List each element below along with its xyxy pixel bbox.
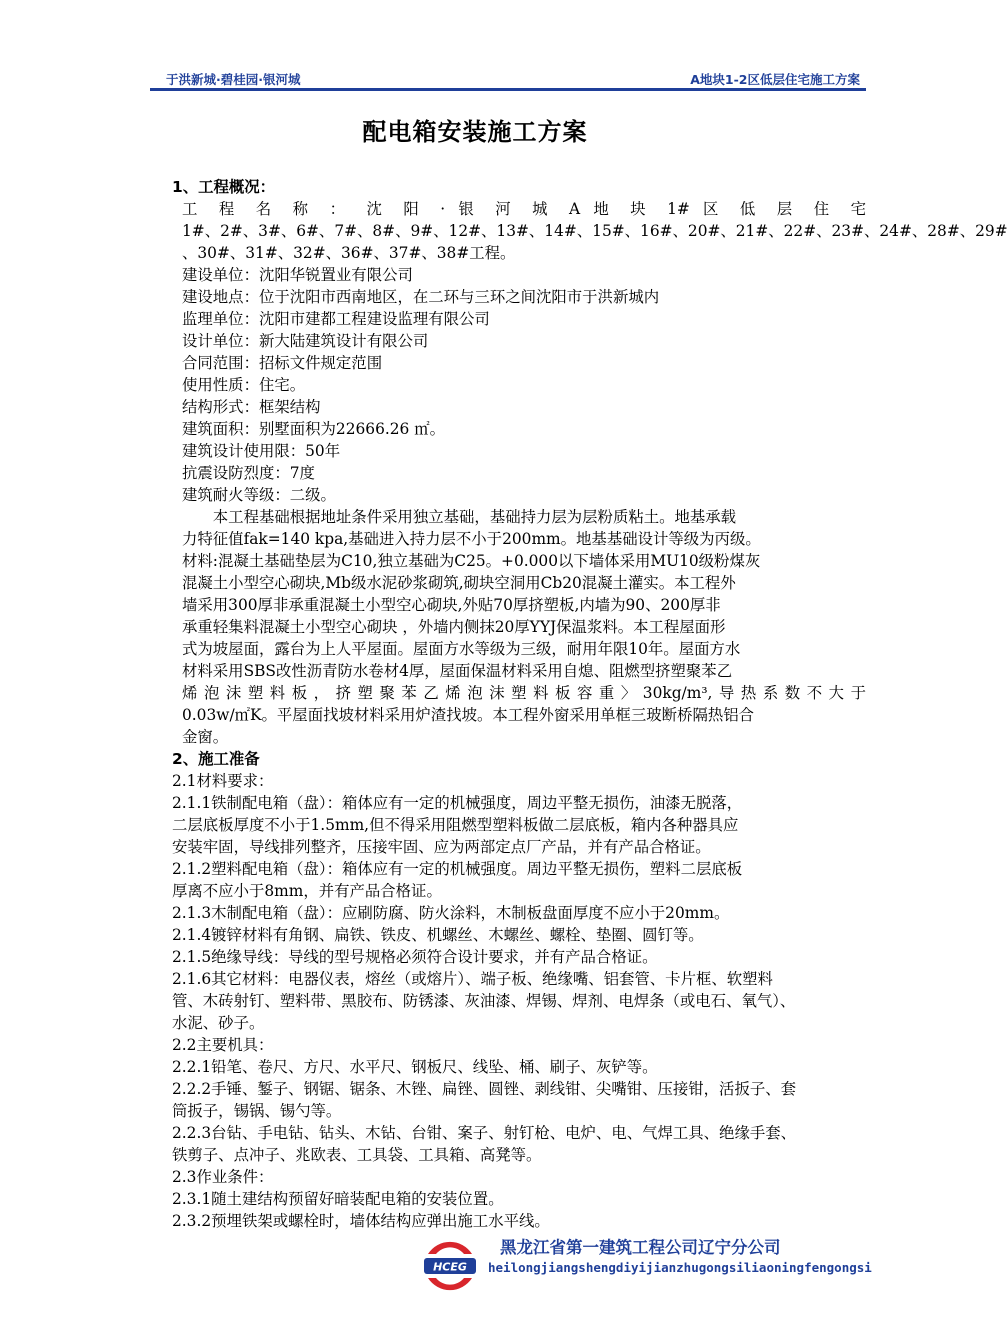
body-line: 二层底板厚度不小于1.5mm,但不得采用阻燃型塑料板做二层底板，箱内各种器具应 [172, 816, 739, 834]
body-line: 铁剪子、点冲子、兆欧表、工具袋、工具箱、高凳等。 [172, 1146, 542, 1164]
header-divider [150, 88, 866, 91]
document-title: 配电箱安装施工方案 [362, 118, 588, 146]
body-line: 2.2主要机具： [172, 1036, 274, 1054]
body-line: 本工程基础根据地址条件采用独立基础，基础持力层为层粉质粘土。地基承载 [182, 508, 737, 526]
body-line: 1#、2#、3#、6#、7#、8#、9#、12#、13#、14#、15#、16#、20#、21#、22#、23#、24#、28#、29# [182, 222, 1008, 240]
section-heading: 1、工程概况： [172, 178, 276, 196]
header-document-name: A地块1-2区低层住宅施工方案 [690, 72, 860, 87]
body-line: 2.1.1铁制配电箱（盘）：箱体应有一定的机械强度，周边平整无损伤，油漆无脱落， [172, 794, 743, 812]
body-line: 烯泡沫塑料板，挤塑聚苯乙烯泡沫塑料板容重〉30kg/m³,导热系数不大于 [182, 684, 866, 702]
logo-lettering: HCEG [433, 1260, 467, 1274]
body-line: 0.03w/㎡K。平屋面找坡材料采用炉渣找坡。本工程外窗采用单框三玻断桥隔热铝合 [182, 706, 755, 724]
body-line: 、30#、31#、32#、36#、37#、38#工程。 [182, 244, 516, 262]
body-line: 筒扳子，锡锅、锡勺等。 [172, 1102, 342, 1120]
body-line: 混凝土小型空心砌块,Mb级水泥砂浆砌筑,砌块空洞用Cb20混凝土灌实。本工程外 [182, 574, 736, 592]
company-logo [420, 1236, 480, 1296]
body-line: 建筑设计使用限：50年 [182, 442, 341, 460]
header-project-name: 于洪新城·碧桂园·银河城 [166, 72, 301, 87]
body-line: 建设单位：沈阳华锐置业有限公司 [182, 266, 413, 284]
document-body [172, 176, 1008, 1232]
body-line: 金窗。 [182, 728, 229, 746]
body-line: 设计单位：新大陆建筑设计有限公司 [182, 332, 429, 350]
body-line: 2.1.6其它材料：电器仪表，熔丝（或熔片）、端子板、绝缘嘴、铝套管、卡片框、软塑料 [172, 970, 773, 988]
body-line: 建筑面积：别墅面积为22666.26 ㎡。 [182, 420, 446, 438]
body-line: 材料:混凝土基础垫层为C10,独立基础为C25。+0.000以下墙体采用MU10级粉煤灰 [182, 552, 761, 570]
body-line: 建筑耐火等级：二级。 [182, 486, 336, 504]
body-line: 2.2.1铅笔、卷尺、方尺、水平尺、钢板尺、线坠、桶、刷子、灰铲等。 [172, 1058, 658, 1076]
body-line: 承重轻集料混凝土小型空心砌块 ，外墙内侧抹20厚YYJ保温浆料。本工程屋面形 [182, 618, 726, 636]
section-heading: 2、施工准备 [172, 750, 260, 768]
body-line: 建设地点：位于沈阳市西南地区，在二环与三环之间沈阳市于洪新城内 [182, 288, 660, 306]
body-line: 2.2.3台钻、手电钻、钻头、木钻、台钳、案子、射钉枪、电炉、电、气焊工具、绝缘手套、 [172, 1124, 797, 1142]
body-line: 墙采用300厚非承重混凝土小型空心砌块,外贴70厚挤塑板,内墙为90、200厚非 [182, 596, 721, 614]
body-line: 2.1.2塑料配电箱（盘）：箱体应有一定的机械强度。周边平整无损伤，塑料二层底板 [172, 860, 743, 878]
page-header [150, 64, 866, 90]
body-line: 2.2.2手锤、錾子、钢锯、锯条、木锉、扁锉、圆锉、剥线钳、尖嘴钳、压接钳，活扳子、套 [172, 1080, 797, 1098]
body-line: 抗震设防烈度：7度 [182, 464, 315, 482]
body-line: 使用性质：住宅。 [182, 376, 306, 394]
body-line: 力特征值fak=140 kpa,基础进入持力层不小于200mm。地基基础设计等级为丙级。 [182, 530, 761, 548]
body-line: 2.1材料要求： [172, 772, 274, 790]
footer-company-name: 黑龙江省第一建筑工程公司辽宁分公司 [500, 1238, 781, 1257]
body-line: 2.3.2预埋铁架或螺栓时，墙体结构应弹出施工水平线。 [172, 1212, 550, 1230]
body-line: 监理单位：沈阳市建都工程建设监理有限公司 [182, 310, 490, 328]
body-line: 2.1.4镀锌材料有角钢、扁铁、铁皮、机螺丝、木螺丝、螺栓、垫圈、圆钉等。 [172, 926, 704, 944]
body-line: 厚离不应小于8mm，并有产品合格证。 [172, 882, 442, 900]
body-line: 2.3.1随土建结构预留好暗装配电箱的安装位置。 [172, 1190, 504, 1208]
body-line: 式为坡屋面，露台为上人平屋面。屋面方水等级为三级，耐用年限10年。屋面方水 [182, 640, 741, 658]
body-line: 2.3作业条件： [172, 1168, 274, 1186]
body-line: 材料采用SBS改性沥青防水卷材4厚，屋面保温材料采用自熄、阻燃型挤塑聚苯乙 [182, 662, 733, 680]
body-line: 工 程 名 称 ： 沈 阳 · 银 河 城 A 地 块 1# 区 低 层 住 宅 [182, 200, 866, 218]
body-line: 2.1.3木制配电箱（盘）：应刷防腐、防火涂料，木制板盘面厚度不应小于20mm。 [172, 904, 730, 922]
body-line: 水泥、砂子。 [172, 1014, 265, 1032]
body-line: 结构形式：框架结构 [182, 398, 321, 416]
body-line: 2.1.5绝缘导线：导线的型号规格必须符合设计要求，并有产品合格证。 [172, 948, 658, 966]
footer-company-pinyin: heilongjiangshengdiyijianzhugongsiliaoningfengongsi [488, 1260, 872, 1275]
body-line: 管、木砖射钉、塑料带、黑胶布、防锈漆、灰油漆、焊锡、焊剂、电焊条（或电石、氧气）、 [172, 992, 796, 1010]
body-line: 合同范围：招标文件规定范围 [182, 354, 383, 372]
body-line: 安装牢固，导线排列整齐，压接牢固、应为两部定点厂产品，并有产品合格证。 [172, 838, 711, 856]
